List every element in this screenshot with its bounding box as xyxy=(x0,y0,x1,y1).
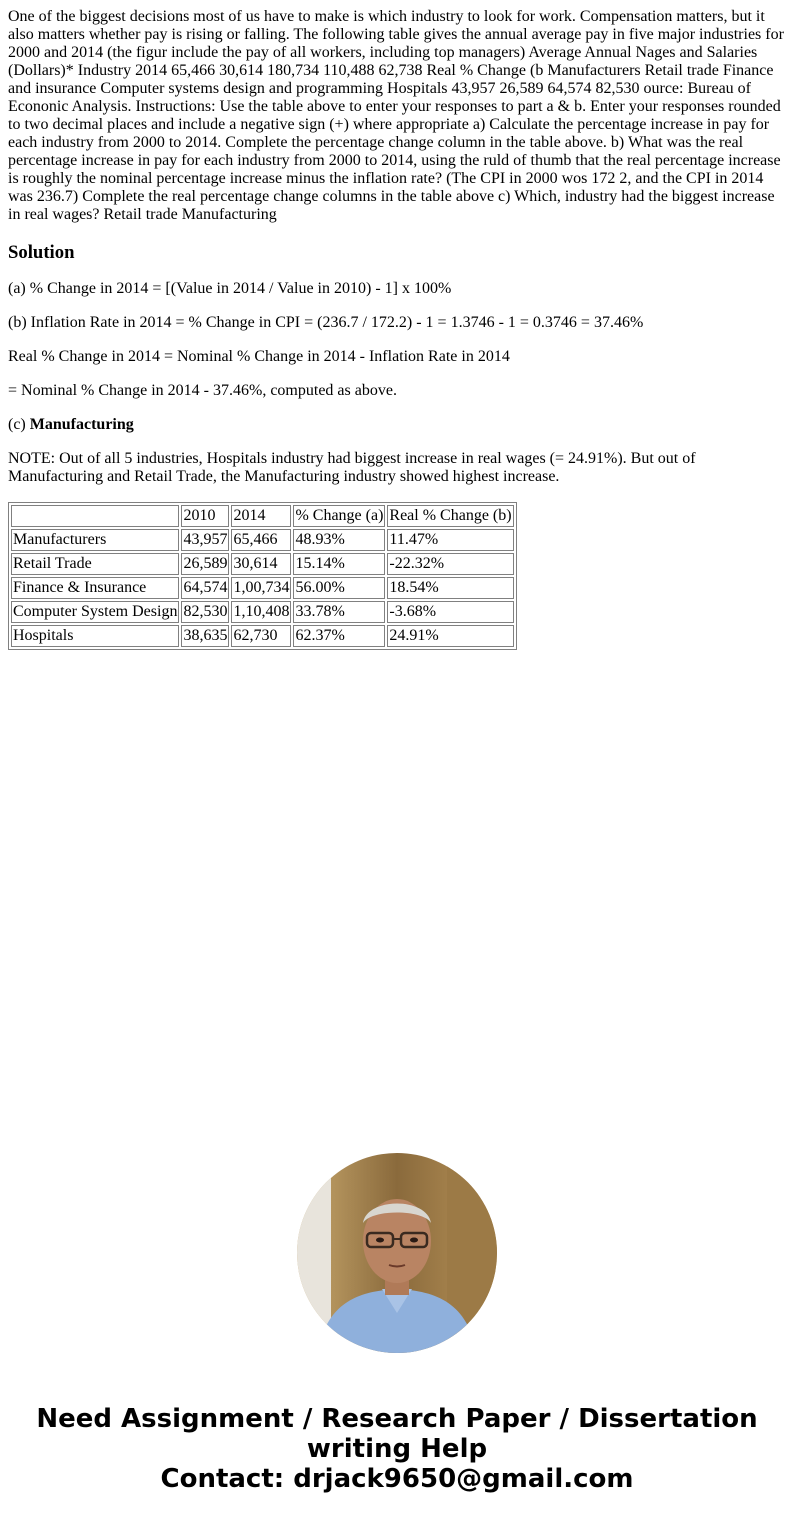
table-row xyxy=(11,577,514,599)
promo-contact: Contact: drjack9650@gmail.com xyxy=(160,1464,634,1494)
table-header-cell: 2014 xyxy=(231,505,291,527)
table-header-cell xyxy=(11,505,179,527)
table-cell: 62,730 xyxy=(231,625,291,647)
table-cell: 30,614 xyxy=(231,553,291,575)
table-header-cell: % Change (a) xyxy=(293,505,385,527)
table-header-row xyxy=(11,505,514,527)
table-cell: 64,574 xyxy=(181,577,229,599)
table-cell: -22.32% xyxy=(387,553,513,575)
table-cell: 1,00,734 xyxy=(231,577,291,599)
solution-part-c xyxy=(8,416,786,434)
author-photo xyxy=(297,1153,497,1353)
part-c-prefix: (c) xyxy=(8,416,30,433)
table-cell: 38,635 xyxy=(181,625,229,647)
solution-part-b: (b) Inflation Rate in 2014 = % Change in CPI = (236.7 / 172.2) - 1 = 1.3746 - 1 = 0.3746 = 37.46% xyxy=(8,314,644,331)
table-cell: 48.93% xyxy=(293,529,385,551)
promo-banner xyxy=(0,1404,794,1494)
table-header-cell: Real % Change (b) xyxy=(387,505,513,527)
table-cell: 82,530 xyxy=(181,601,229,623)
table-row xyxy=(11,625,514,647)
table-cell: Computer System Design xyxy=(11,601,179,623)
table-cell: 65,466 xyxy=(231,529,291,551)
table-cell: 18.54% xyxy=(387,577,513,599)
solution-part-a: (a) % Change in 2014 = [(Value in 2014 / Value in 2010) - 1] x 100% xyxy=(8,280,452,297)
author-portrait-image xyxy=(297,1153,497,1353)
promo-line-2: writing Help xyxy=(306,1434,488,1464)
table-cell: 1,10,408 xyxy=(231,601,291,623)
table-cell: 43,957 xyxy=(181,529,229,551)
table-cell: 26,589 xyxy=(181,553,229,575)
table-cell: Manufacturers xyxy=(11,529,179,551)
document-body xyxy=(0,0,794,650)
part-c-answer: Manufacturing xyxy=(29,416,134,433)
table-cell: 62.37% xyxy=(293,625,385,647)
table-cell: Finance & Insurance xyxy=(11,577,179,599)
promo-line-1: Need Assignment / Research Paper / Dissertation xyxy=(36,1404,758,1434)
question-text: One of the biggest decisions most of us have to make is which industry to look for work. Compensation matters, but it also matters whether pay is rising or falling. The following table gives the annual average pay in five major industries for 2000 and 2014 (the figur include the pay of all workers, including top managers) Average Annual Nages and Salaries (Dollars)* Industry 2014 65,466 30,614 180,734 110,488 62,738 Real % Change (b Manufacturers Retail trade Finance and insurance Computer systems design and programming Hospitals 43,957 26,589 64,574 82,530 ource: Bureau of Econonic Analysis. Instructions: Use the table above to enter your responses to part a & b. Enter your responses rounded to two decimal places and include a negative sign (+) where appropriate a) Calculate the percentage increase in pay for each industry from 2000 to 2014. Complete the percentage change column in the table above. b) What was the real percentage increase in pay for each industry from 2000 to 2014, using the ruld of thumb that the real percentage increase is roughly the nominal percentage increase minus the inflation rate? (The CPI in 2000 wos 172 2, and the CPI in 2014 was 236.7) Complete the real percentage change columns in the table above c) Which, industry had the biggest increase in real wages? Retail trade Manufacturing xyxy=(8,8,784,223)
table-cell: Hospitals xyxy=(11,625,179,647)
table-cell: Retail Trade xyxy=(11,553,179,575)
table-cell: -3.68% xyxy=(387,601,513,623)
table-row xyxy=(11,601,514,623)
table-row xyxy=(11,529,514,551)
table-cell: 15.14% xyxy=(293,553,385,575)
solution-heading: Solution xyxy=(8,242,75,263)
table-header-cell: 2010 xyxy=(181,505,229,527)
table-cell: 11.47% xyxy=(387,529,513,551)
table-row xyxy=(11,553,514,575)
solution-real-change-equation: = Nominal % Change in 2014 - 37.46%, computed as above. xyxy=(8,382,397,399)
results-table xyxy=(8,502,517,650)
solution-real-change-formula: Real % Change in 2014 = Nominal % Change in 2014 - Inflation Rate in 2014 xyxy=(8,348,510,365)
table-cell: 24.91% xyxy=(387,625,513,647)
table-cell: 56.00% xyxy=(293,577,385,599)
solution-note: NOTE: Out of all 5 industries, Hospitals industry had biggest increase in real wages (= 24.91%). But out of Manufacturing and Retail Trade, the Manufacturing industry showed highest increase. xyxy=(8,450,696,485)
table-cell: 33.78% xyxy=(293,601,385,623)
